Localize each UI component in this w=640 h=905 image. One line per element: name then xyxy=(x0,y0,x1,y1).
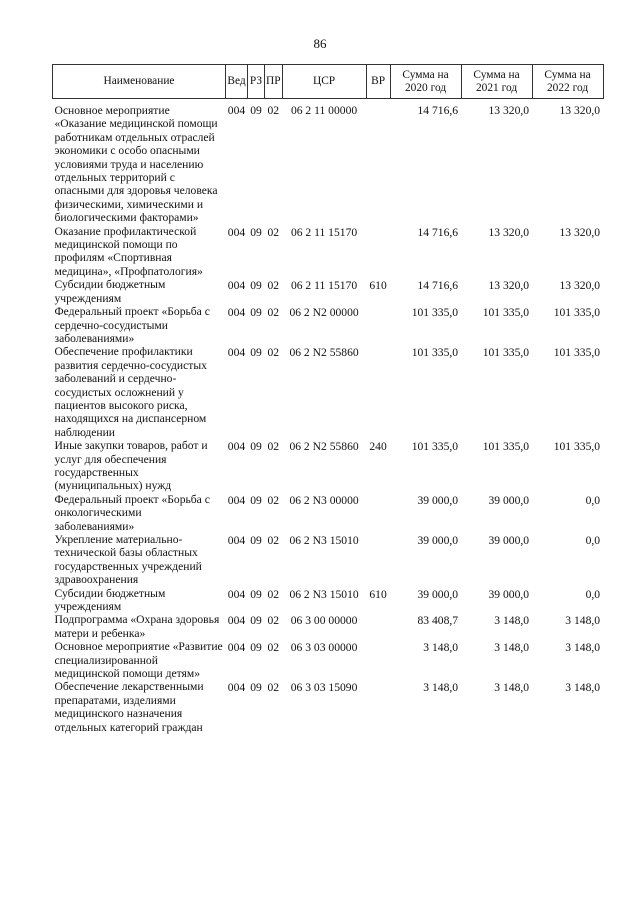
cell-pr: 02 xyxy=(267,440,280,454)
cell-sum-2021: 13 320,0 xyxy=(488,104,530,117)
table-row xyxy=(53,533,604,587)
table-row xyxy=(53,278,604,305)
cell-sum-2021: 3 148,0 xyxy=(494,641,530,655)
cell-csr: 06 2 N3 15010 xyxy=(289,587,359,601)
cell-sum-2021: 39 000,0 xyxy=(488,534,530,547)
cell-pr: 02 xyxy=(267,641,280,655)
cell-sum-2020: 101 335,0 xyxy=(411,440,459,454)
table-row xyxy=(53,613,604,640)
cell-name: Обеспечение лекарственными препаратами, изделиями медицинского назначения отдельных категорий граждан xyxy=(54,680,204,734)
cell-pr: 02 xyxy=(267,279,280,293)
cell-sum-2020: 83 408,7 xyxy=(417,614,459,628)
budget-table xyxy=(52,64,604,734)
cell-vr xyxy=(366,345,390,439)
cell-name: Иные закупки товаров, работ и услуг для обеспечения государственных (муниципальных) нужд xyxy=(54,439,208,493)
cell-vr xyxy=(366,640,390,680)
cell-name: Основное мероприятие «Развитие специализированной медицинской помощи детям» xyxy=(54,640,223,681)
table-row xyxy=(53,99,604,225)
cell-csr: 06 2 N2 55860 xyxy=(289,346,359,360)
cell-name: Субсидии бюджетным учреждениям xyxy=(54,586,166,614)
cell-pr: 02 xyxy=(267,225,280,239)
cell-vr xyxy=(366,225,390,279)
cell-ved: 004 xyxy=(227,346,246,360)
cell-sum-2021: 39 000,0 xyxy=(488,587,530,601)
cell-vr xyxy=(366,493,390,533)
cell-name: Подпрограмма «Охрана здоровья матери и ребенка» xyxy=(54,613,220,640)
cell-pr: 02 xyxy=(267,346,280,360)
cell-name: Федеральный проект «Борьба с сердечно-сосудистыми заболеваниями» xyxy=(54,305,210,345)
cell-sum-2021: 101 335,0 xyxy=(482,306,530,320)
col-header-sum-2021: Сумма на 2021 год xyxy=(461,65,532,99)
cell-pr: 02 xyxy=(267,587,280,601)
col-header-csr: ЦСР xyxy=(282,65,366,99)
cell-sum-2022: 101 335,0 xyxy=(553,440,601,454)
cell-pr: 02 xyxy=(267,681,280,695)
cell-sum-2021: 3 148,0 xyxy=(494,681,530,695)
col-header-ved: Вед xyxy=(226,65,248,99)
cell-name: Субсидии бюджетным учреждениям xyxy=(54,278,166,305)
cell-sum-2021: 3 148,0 xyxy=(494,614,530,628)
cell-sum-2020: 101 335,0 xyxy=(411,306,459,320)
cell-ved: 004 xyxy=(227,104,246,117)
cell-csr: 06 2 N3 15010 xyxy=(289,534,359,547)
cell-rz: 09 xyxy=(250,493,262,507)
cell-sum-2022: 0,0 xyxy=(585,493,601,507)
cell-ved: 004 xyxy=(227,587,246,601)
cell-rz: 09 xyxy=(250,614,262,628)
cell-csr: 06 2 11 15170 xyxy=(290,279,358,293)
cell-rz: 09 xyxy=(250,587,262,601)
cell-pr: 02 xyxy=(267,534,280,547)
table-row xyxy=(53,305,604,345)
cell-sum-2022: 13 320,0 xyxy=(559,104,601,117)
cell-vr: 610 xyxy=(369,587,387,601)
cell-rz: 09 xyxy=(250,306,262,320)
cell-rz: 09 xyxy=(250,440,262,454)
cell-ved: 004 xyxy=(227,279,246,293)
cell-ved: 004 xyxy=(227,306,246,320)
cell-csr: 06 2 N3 00000 xyxy=(289,493,359,507)
cell-sum-2022: 3 148,0 xyxy=(565,614,601,628)
table-row xyxy=(53,345,604,439)
cell-sum-2020: 39 000,0 xyxy=(417,493,459,507)
cell-sum-2020: 3 148,0 xyxy=(423,641,459,655)
cell-sum-2021: 101 335,0 xyxy=(482,440,530,454)
cell-sum-2021: 13 320,0 xyxy=(488,279,530,293)
cell-sum-2020: 39 000,0 xyxy=(417,534,459,547)
cell-vr xyxy=(366,613,390,640)
cell-vr xyxy=(366,533,390,587)
cell-pr: 02 xyxy=(267,493,280,507)
col-header-sum-2022: Сумма на 2022 год xyxy=(532,65,603,99)
cell-name: Федеральный проект «Борьба с онкологическими заболеваниями» xyxy=(54,492,210,533)
cell-sum-2020: 14 716,6 xyxy=(417,279,459,293)
cell-sum-2020: 39 000,0 xyxy=(417,587,459,601)
cell-sum-2022: 0,0 xyxy=(585,534,601,547)
cell-pr: 02 xyxy=(267,306,280,320)
cell-vr: 240 xyxy=(369,440,387,454)
cell-sum-2022: 101 335,0 xyxy=(553,306,601,320)
cell-sum-2020: 3 148,0 xyxy=(423,681,459,695)
cell-sum-2021: 39 000,0 xyxy=(488,493,530,507)
col-header-sum-2020: Сумма на 2020 год xyxy=(390,65,461,99)
table-body xyxy=(53,99,604,735)
cell-rz: 09 xyxy=(250,104,262,117)
cell-name: Оказание профилактической медицинской помощи по профилям «Спортивная медицина», «Профпатология» xyxy=(54,224,203,278)
cell-sum-2020: 14 716,6 xyxy=(417,104,459,117)
table-row xyxy=(53,680,604,734)
cell-sum-2021: 13 320,0 xyxy=(488,225,530,239)
cell-csr: 06 2 N2 00000 xyxy=(289,306,359,320)
table-row xyxy=(53,587,604,614)
col-header-rz: РЗ xyxy=(248,65,265,99)
cell-sum-2020: 14 716,6 xyxy=(417,225,459,239)
cell-csr: 06 2 11 15170 xyxy=(290,225,358,239)
table-row xyxy=(53,493,604,533)
cell-name: Обеспечение профилактики развития сердечно-сосудистых заболеваний и сердечно-сосудистых осложнений у пациентов высокого риска, находящихся на диспансерном наблюдении xyxy=(54,345,207,439)
cell-ved: 004 xyxy=(227,641,246,655)
cell-sum-2022: 13 320,0 xyxy=(559,279,601,293)
page-number: 86 xyxy=(313,36,327,51)
cell-vr xyxy=(366,680,390,734)
cell-pr: 02 xyxy=(267,104,280,117)
table-row xyxy=(53,225,604,279)
cell-rz: 09 xyxy=(250,641,262,655)
cell-csr: 06 3 03 00000 xyxy=(290,641,358,655)
cell-ved: 004 xyxy=(227,225,246,239)
cell-csr: 06 2 11 00000 xyxy=(290,104,358,117)
cell-vr xyxy=(366,99,390,225)
cell-sum-2020: 101 335,0 xyxy=(411,346,459,360)
col-header-name: Наименование xyxy=(53,65,226,99)
cell-csr: 06 3 00 00000 xyxy=(290,614,358,628)
cell-rz: 09 xyxy=(250,534,262,547)
cell-name: Основное мероприятие «Оказание медицинской помощи работникам отдельных отраслей экономики с особо опасными условиями труда и населению отдельных территорий с опасными для здоровья человека физическими, химическими и биологическими факторами» xyxy=(54,104,218,225)
cell-sum-2021: 101 335,0 xyxy=(482,346,530,360)
cell-ved: 004 xyxy=(227,681,246,695)
cell-pr: 02 xyxy=(267,614,280,628)
cell-vr xyxy=(366,305,390,345)
cell-ved: 004 xyxy=(227,493,246,507)
table-row xyxy=(53,640,604,680)
table-row xyxy=(53,439,604,493)
cell-sum-2022: 3 148,0 xyxy=(565,641,601,655)
cell-sum-2022: 0,0 xyxy=(585,587,601,601)
cell-ved: 004 xyxy=(227,534,246,547)
cell-rz: 09 xyxy=(250,346,262,360)
cell-ved: 004 xyxy=(227,614,246,628)
cell-rz: 09 xyxy=(250,681,262,695)
cell-vr: 610 xyxy=(369,279,387,293)
table-header-row xyxy=(53,65,604,99)
cell-ved: 004 xyxy=(227,440,246,454)
col-header-pr: ПР xyxy=(265,65,283,99)
cell-rz: 09 xyxy=(250,225,262,239)
cell-csr: 06 2 N2 55860 xyxy=(289,440,359,454)
cell-sum-2022: 101 335,0 xyxy=(553,346,601,360)
cell-csr: 06 3 03 15090 xyxy=(290,681,358,695)
cell-sum-2022: 13 320,0 xyxy=(559,225,601,239)
cell-name: Укрепление материально-технической базы областных государственных учреждений здравоохранения xyxy=(54,533,202,587)
cell-rz: 09 xyxy=(250,279,262,293)
cell-sum-2022: 3 148,0 xyxy=(565,681,601,695)
col-header-vr: ВР xyxy=(366,65,390,99)
